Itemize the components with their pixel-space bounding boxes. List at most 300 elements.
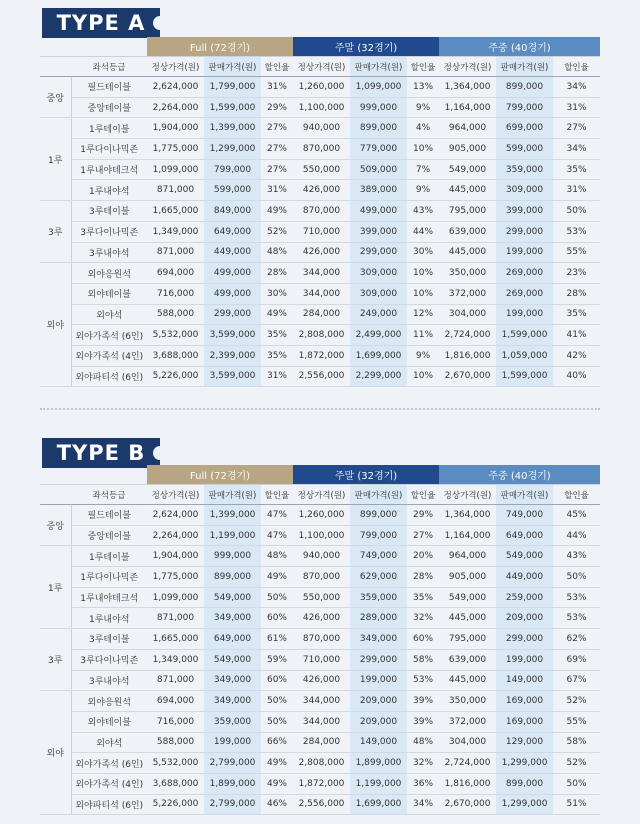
regular-cell: 372,000 bbox=[439, 711, 496, 732]
discount-cell: 36% bbox=[407, 773, 439, 794]
regular-cell: 304,000 bbox=[439, 732, 496, 753]
seat-cell: 외야가족석 (6인) bbox=[71, 325, 147, 346]
sale-cell: 359,000 bbox=[496, 159, 553, 180]
discount-cell: 35% bbox=[553, 159, 600, 180]
zone-cell: 중앙 bbox=[40, 77, 71, 118]
regular-cell: 716,000 bbox=[147, 283, 204, 304]
regular-cell: 5,226,000 bbox=[147, 794, 204, 815]
regular-cell: 426,000 bbox=[293, 670, 350, 691]
sale-cell: 299,000 bbox=[350, 242, 407, 263]
regular-cell: 964,000 bbox=[439, 546, 496, 567]
discount-cell: 47% bbox=[261, 505, 293, 526]
regular-cell: 426,000 bbox=[293, 608, 350, 629]
table-row bbox=[40, 304, 600, 325]
discount-cell: 49% bbox=[261, 304, 293, 325]
regular-cell: 870,000 bbox=[293, 567, 350, 588]
sale-cell: 149,000 bbox=[496, 670, 553, 691]
sale-cell: 289,000 bbox=[350, 608, 407, 629]
table-row bbox=[40, 649, 600, 670]
discount-cell: 31% bbox=[261, 77, 293, 98]
seat-cell: 3루내야석 bbox=[71, 670, 147, 691]
discount-cell: 50% bbox=[553, 567, 600, 588]
discount-cell: 28% bbox=[261, 263, 293, 284]
table-row bbox=[40, 567, 600, 588]
sale-cell: 199,000 bbox=[496, 304, 553, 325]
sale-cell: 899,000 bbox=[496, 773, 553, 794]
table-row bbox=[40, 711, 600, 732]
sale-cell: 349,000 bbox=[350, 629, 407, 650]
col-seat-header: 좌석등급 bbox=[71, 485, 147, 505]
sale-cell: 1,899,000 bbox=[350, 753, 407, 774]
discount-cell: 69% bbox=[553, 649, 600, 670]
sale-cell: 399,000 bbox=[496, 201, 553, 222]
sale-cell: 269,000 bbox=[496, 263, 553, 284]
discount-cell: 10% bbox=[407, 139, 439, 160]
col-discount-header: 할인율 bbox=[261, 485, 293, 505]
discount-cell: 31% bbox=[261, 180, 293, 201]
regular-cell: 694,000 bbox=[147, 691, 204, 712]
sale-cell: 3,599,000 bbox=[204, 366, 261, 387]
regular-cell: 710,000 bbox=[293, 649, 350, 670]
regular-cell: 445,000 bbox=[439, 608, 496, 629]
regular-cell: 3,688,000 bbox=[147, 773, 204, 794]
seat-cell: 1루다이나믹존 bbox=[71, 567, 147, 588]
table-row bbox=[40, 629, 600, 650]
col-regular-header: 정상가격(원) bbox=[147, 485, 204, 505]
discount-cell: 52% bbox=[553, 691, 600, 712]
regular-cell: 1,164,000 bbox=[439, 97, 496, 118]
table-row bbox=[40, 366, 600, 387]
discount-cell: 60% bbox=[261, 670, 293, 691]
discount-cell: 43% bbox=[553, 546, 600, 567]
regular-cell: 940,000 bbox=[293, 546, 350, 567]
discount-cell: 50% bbox=[553, 201, 600, 222]
sale-cell: 899,000 bbox=[204, 567, 261, 588]
seat-cell: 외야가족석 (6인) bbox=[71, 753, 147, 774]
col-seat-header: 좌석등급 bbox=[71, 57, 147, 77]
seat-cell: 1루내야테크석 bbox=[71, 587, 147, 608]
discount-cell: 50% bbox=[261, 691, 293, 712]
sale-cell: 699,000 bbox=[496, 118, 553, 139]
regular-cell: 549,000 bbox=[439, 159, 496, 180]
sale-cell: 399,000 bbox=[350, 221, 407, 242]
regular-cell: 871,000 bbox=[147, 670, 204, 691]
regular-cell: 344,000 bbox=[293, 283, 350, 304]
discount-cell: 41% bbox=[553, 325, 600, 346]
seat-cell: 외야가족석 (4인) bbox=[71, 773, 147, 794]
seat-cell: 외야파티석 (6인) bbox=[71, 794, 147, 815]
group-full-header: Full (72경기) bbox=[147, 465, 293, 485]
regular-cell: 1,349,000 bbox=[147, 221, 204, 242]
discount-cell: 35% bbox=[407, 587, 439, 608]
regular-cell: 1,349,000 bbox=[147, 649, 204, 670]
discount-cell: 60% bbox=[407, 629, 439, 650]
discount-cell: 27% bbox=[261, 118, 293, 139]
discount-cell: 58% bbox=[407, 649, 439, 670]
sale-cell: 1,599,000 bbox=[496, 366, 553, 387]
seat-cell: 1루내야석 bbox=[71, 608, 147, 629]
discount-cell: 32% bbox=[407, 608, 439, 629]
regular-cell: 2,670,000 bbox=[439, 366, 496, 387]
seat-cell: 외야파티석 (6인) bbox=[71, 366, 147, 387]
discount-cell: 51% bbox=[553, 794, 600, 815]
col-discount-header: 할인율 bbox=[407, 57, 439, 77]
table-row bbox=[40, 283, 600, 304]
sale-cell: 209,000 bbox=[496, 608, 553, 629]
regular-cell: 639,000 bbox=[439, 221, 496, 242]
table-row bbox=[40, 753, 600, 774]
discount-cell: 52% bbox=[553, 753, 600, 774]
sale-cell: 389,000 bbox=[350, 180, 407, 201]
discount-cell: 10% bbox=[407, 366, 439, 387]
sale-cell: 199,000 bbox=[496, 649, 553, 670]
discount-cell: 35% bbox=[261, 325, 293, 346]
zone-cell: 외야 bbox=[40, 691, 71, 815]
discount-cell: 53% bbox=[553, 608, 600, 629]
regular-cell: 2,264,000 bbox=[147, 97, 204, 118]
table-row bbox=[40, 670, 600, 691]
sale-cell: 199,000 bbox=[204, 732, 261, 753]
seat-cell: 3루다이나믹존 bbox=[71, 221, 147, 242]
discount-cell: 31% bbox=[553, 97, 600, 118]
discount-cell: 7% bbox=[407, 159, 439, 180]
regular-cell: 870,000 bbox=[293, 201, 350, 222]
regular-cell: 795,000 bbox=[439, 201, 496, 222]
col-regular-header: 정상가격(원) bbox=[439, 57, 496, 77]
seat-cell: 3루테이블 bbox=[71, 629, 147, 650]
table-row bbox=[40, 608, 600, 629]
regular-cell: 1,665,000 bbox=[147, 629, 204, 650]
discount-cell: 27% bbox=[553, 118, 600, 139]
col-regular-header: 정상가격(원) bbox=[293, 485, 350, 505]
sale-cell: 2,399,000 bbox=[204, 345, 261, 366]
sale-cell: 1,299,000 bbox=[496, 753, 553, 774]
regular-cell: 445,000 bbox=[439, 242, 496, 263]
sale-cell: 1,599,000 bbox=[204, 97, 261, 118]
sale-cell: 209,000 bbox=[350, 711, 407, 732]
sale-cell: 649,000 bbox=[204, 629, 261, 650]
zone-cell: 외야 bbox=[40, 263, 71, 387]
col-sale-header: 판매가격(원) bbox=[350, 485, 407, 505]
table-row bbox=[40, 159, 600, 180]
table-row bbox=[40, 201, 600, 222]
group-weekend-header: 주말 (32경기) bbox=[293, 37, 439, 57]
regular-cell: 2,556,000 bbox=[293, 794, 350, 815]
col-regular-header: 정상가격(원) bbox=[439, 485, 496, 505]
discount-cell: 53% bbox=[407, 670, 439, 691]
sale-cell: 259,000 bbox=[496, 587, 553, 608]
regular-cell: 550,000 bbox=[293, 159, 350, 180]
sale-cell: 359,000 bbox=[350, 587, 407, 608]
discount-cell: 34% bbox=[553, 77, 600, 98]
discount-cell: 27% bbox=[407, 525, 439, 546]
seat-cell: 3루다이나믹존 bbox=[71, 649, 147, 670]
seat-cell: 1루테이블 bbox=[71, 546, 147, 567]
sale-cell: 749,000 bbox=[496, 505, 553, 526]
discount-cell: 46% bbox=[261, 794, 293, 815]
sale-cell: 449,000 bbox=[204, 242, 261, 263]
regular-cell: 795,000 bbox=[439, 629, 496, 650]
group-weekday-header: 주중 (40경기) bbox=[439, 465, 600, 485]
discount-cell: 53% bbox=[553, 587, 600, 608]
sale-cell: 899,000 bbox=[350, 118, 407, 139]
col-discount-header: 할인율 bbox=[261, 57, 293, 77]
regular-cell: 1,364,000 bbox=[439, 77, 496, 98]
sale-cell: 1,699,000 bbox=[350, 345, 407, 366]
discount-cell: 10% bbox=[407, 263, 439, 284]
regular-cell: 870,000 bbox=[293, 629, 350, 650]
regular-cell: 1,260,000 bbox=[293, 505, 350, 526]
regular-cell: 964,000 bbox=[439, 118, 496, 139]
regular-cell: 5,226,000 bbox=[147, 366, 204, 387]
table-row bbox=[40, 221, 600, 242]
regular-cell: 304,000 bbox=[439, 304, 496, 325]
sale-cell: 299,000 bbox=[496, 629, 553, 650]
sale-cell: 799,000 bbox=[204, 159, 261, 180]
sale-cell: 299,000 bbox=[204, 304, 261, 325]
col-discount-header: 할인율 bbox=[553, 485, 600, 505]
discount-cell: 12% bbox=[407, 304, 439, 325]
sale-cell: 499,000 bbox=[204, 263, 261, 284]
sale-cell: 349,000 bbox=[204, 608, 261, 629]
col-sale-header: 판매가격(원) bbox=[496, 57, 553, 77]
discount-cell: 49% bbox=[261, 753, 293, 774]
sale-cell: 999,000 bbox=[204, 546, 261, 567]
discount-cell: 49% bbox=[261, 773, 293, 794]
discount-cell: 28% bbox=[407, 567, 439, 588]
regular-cell: 2,724,000 bbox=[439, 753, 496, 774]
sale-cell: 1,799,000 bbox=[204, 77, 261, 98]
discount-cell: 13% bbox=[407, 77, 439, 98]
seat-cell: 1루내야테크석 bbox=[71, 159, 147, 180]
discount-cell: 50% bbox=[261, 711, 293, 732]
seat-cell: 3루테이블 bbox=[71, 201, 147, 222]
regular-cell: 350,000 bbox=[439, 263, 496, 284]
discount-cell: 27% bbox=[261, 159, 293, 180]
table-row bbox=[40, 118, 600, 139]
sale-cell: 1,399,000 bbox=[204, 118, 261, 139]
discount-cell: 55% bbox=[553, 711, 600, 732]
col-regular-header: 정상가격(원) bbox=[147, 57, 204, 77]
regular-cell: 3,688,000 bbox=[147, 345, 204, 366]
seat-cell: 외야가족석 (4인) bbox=[71, 345, 147, 366]
table-row bbox=[40, 773, 600, 794]
sale-cell: 779,000 bbox=[350, 139, 407, 160]
discount-cell: 44% bbox=[553, 525, 600, 546]
discount-cell: 67% bbox=[553, 670, 600, 691]
discount-cell: 48% bbox=[261, 546, 293, 567]
regular-cell: 1,775,000 bbox=[147, 139, 204, 160]
sale-cell: 1,399,000 bbox=[204, 505, 261, 526]
discount-cell: 20% bbox=[407, 546, 439, 567]
table-row bbox=[40, 587, 600, 608]
regular-cell: 588,000 bbox=[147, 732, 204, 753]
col-sale-header: 판매가격(원) bbox=[496, 485, 553, 505]
discount-cell: 39% bbox=[407, 711, 439, 732]
sale-cell: 309,000 bbox=[350, 263, 407, 284]
sale-cell: 129,000 bbox=[496, 732, 553, 753]
seat-cell: 1루내야석 bbox=[71, 180, 147, 201]
discount-cell: 30% bbox=[261, 283, 293, 304]
discount-cell: 31% bbox=[261, 366, 293, 387]
regular-cell: 426,000 bbox=[293, 242, 350, 263]
seat-cell: 1루다이나믹존 bbox=[71, 139, 147, 160]
seat-cell: 중앙테이블 bbox=[71, 97, 147, 118]
table-row bbox=[40, 505, 600, 526]
col-sale-header: 판매가격(원) bbox=[350, 57, 407, 77]
sale-cell: 799,000 bbox=[496, 97, 553, 118]
sale-cell: 359,000 bbox=[204, 711, 261, 732]
seat-cell: 외야테이블 bbox=[71, 711, 147, 732]
sale-cell: 1,899,000 bbox=[204, 773, 261, 794]
sale-cell: 599,000 bbox=[204, 180, 261, 201]
regular-cell: 1,164,000 bbox=[439, 525, 496, 546]
regular-cell: 1,099,000 bbox=[147, 587, 204, 608]
seat-cell: 3루내야석 bbox=[71, 242, 147, 263]
regular-cell: 445,000 bbox=[439, 180, 496, 201]
type-b-price-table bbox=[40, 465, 600, 815]
col-discount-header: 할인율 bbox=[407, 485, 439, 505]
sale-cell: 299,000 bbox=[350, 649, 407, 670]
discount-cell: 47% bbox=[261, 525, 293, 546]
discount-cell: 48% bbox=[261, 242, 293, 263]
discount-cell: 10% bbox=[407, 283, 439, 304]
sale-cell: 299,000 bbox=[496, 221, 553, 242]
sale-cell: 1,059,000 bbox=[496, 345, 553, 366]
sale-cell: 899,000 bbox=[350, 505, 407, 526]
regular-cell: 1,904,000 bbox=[147, 118, 204, 139]
discount-cell: 48% bbox=[407, 732, 439, 753]
regular-cell: 1,872,000 bbox=[293, 773, 350, 794]
regular-cell: 350,000 bbox=[439, 691, 496, 712]
sale-cell: 349,000 bbox=[204, 691, 261, 712]
sale-cell: 349,000 bbox=[204, 670, 261, 691]
table-row bbox=[40, 139, 600, 160]
table-row bbox=[40, 732, 600, 753]
seat-cell: 외야테이블 bbox=[71, 283, 147, 304]
sale-cell: 309,000 bbox=[496, 180, 553, 201]
discount-cell: 34% bbox=[407, 794, 439, 815]
regular-cell: 1,775,000 bbox=[147, 567, 204, 588]
discount-cell: 66% bbox=[261, 732, 293, 753]
sale-cell: 509,000 bbox=[350, 159, 407, 180]
sale-cell: 269,000 bbox=[496, 283, 553, 304]
zone-cell: 3루 bbox=[40, 201, 71, 263]
sale-cell: 849,000 bbox=[204, 201, 261, 222]
regular-cell: 2,556,000 bbox=[293, 366, 350, 387]
sale-cell: 169,000 bbox=[496, 711, 553, 732]
sale-cell: 199,000 bbox=[350, 670, 407, 691]
regular-cell: 426,000 bbox=[293, 180, 350, 201]
group-weekday-header: 주중 (40경기) bbox=[439, 37, 600, 57]
discount-cell: 45% bbox=[553, 505, 600, 526]
discount-cell: 29% bbox=[261, 97, 293, 118]
regular-cell: 372,000 bbox=[439, 283, 496, 304]
regular-cell: 284,000 bbox=[293, 732, 350, 753]
sale-cell: 209,000 bbox=[350, 691, 407, 712]
sale-cell: 799,000 bbox=[350, 525, 407, 546]
regular-cell: 1,100,000 bbox=[293, 525, 350, 546]
sale-cell: 499,000 bbox=[204, 283, 261, 304]
sale-cell: 169,000 bbox=[496, 691, 553, 712]
table-row bbox=[40, 263, 600, 284]
table-row bbox=[40, 794, 600, 815]
regular-cell: 1,904,000 bbox=[147, 546, 204, 567]
table-row bbox=[40, 325, 600, 346]
sale-cell: 1,299,000 bbox=[496, 794, 553, 815]
col-regular-header: 정상가격(원) bbox=[293, 57, 350, 77]
discount-cell: 40% bbox=[553, 366, 600, 387]
discount-cell: 30% bbox=[407, 242, 439, 263]
sale-cell: 749,000 bbox=[350, 546, 407, 567]
discount-cell: 11% bbox=[407, 325, 439, 346]
table-row bbox=[40, 180, 600, 201]
sale-cell: 499,000 bbox=[350, 201, 407, 222]
discount-cell: 60% bbox=[261, 608, 293, 629]
seat-cell: 외야석 bbox=[71, 732, 147, 753]
regular-cell: 2,670,000 bbox=[439, 794, 496, 815]
discount-cell: 35% bbox=[553, 304, 600, 325]
discount-cell: 49% bbox=[261, 201, 293, 222]
sale-cell: 899,000 bbox=[496, 77, 553, 98]
regular-cell: 1,099,000 bbox=[147, 159, 204, 180]
sale-cell: 1,299,000 bbox=[204, 139, 261, 160]
regular-cell: 2,624,000 bbox=[147, 505, 204, 526]
sale-cell: 2,799,000 bbox=[204, 753, 261, 774]
discount-cell: 53% bbox=[553, 221, 600, 242]
regular-cell: 550,000 bbox=[293, 587, 350, 608]
sale-cell: 1,099,000 bbox=[350, 77, 407, 98]
regular-cell: 2,624,000 bbox=[147, 77, 204, 98]
sale-cell: 549,000 bbox=[496, 546, 553, 567]
regular-cell: 871,000 bbox=[147, 180, 204, 201]
zone-cell: 1루 bbox=[40, 546, 71, 629]
regular-cell: 905,000 bbox=[439, 567, 496, 588]
regular-cell: 344,000 bbox=[293, 263, 350, 284]
discount-cell: 9% bbox=[407, 345, 439, 366]
regular-cell: 871,000 bbox=[147, 608, 204, 629]
table-row bbox=[40, 242, 600, 263]
seat-cell: 1루테이블 bbox=[71, 118, 147, 139]
discount-cell: 31% bbox=[553, 180, 600, 201]
sale-cell: 1,199,000 bbox=[350, 773, 407, 794]
table-row bbox=[40, 525, 600, 546]
sale-cell: 249,000 bbox=[350, 304, 407, 325]
sale-cell: 549,000 bbox=[204, 587, 261, 608]
seat-cell: 외야응원석 bbox=[71, 263, 147, 284]
sale-cell: 1,199,000 bbox=[204, 525, 261, 546]
regular-cell: 1,665,000 bbox=[147, 201, 204, 222]
regular-cell: 5,532,000 bbox=[147, 325, 204, 346]
regular-cell: 1,364,000 bbox=[439, 505, 496, 526]
type-a-price-table bbox=[40, 37, 600, 387]
col-discount-header: 할인율 bbox=[553, 57, 600, 77]
sale-cell: 629,000 bbox=[350, 567, 407, 588]
seat-cell: 외야석 bbox=[71, 304, 147, 325]
regular-cell: 284,000 bbox=[293, 304, 350, 325]
sale-cell: 549,000 bbox=[204, 649, 261, 670]
discount-cell: 9% bbox=[407, 180, 439, 201]
discount-cell: 29% bbox=[407, 505, 439, 526]
regular-cell: 2,808,000 bbox=[293, 753, 350, 774]
regular-cell: 2,724,000 bbox=[439, 325, 496, 346]
zone-cell: 3루 bbox=[40, 629, 71, 691]
regular-cell: 716,000 bbox=[147, 711, 204, 732]
regular-cell: 1,816,000 bbox=[439, 345, 496, 366]
section-divider bbox=[40, 408, 600, 410]
regular-cell: 445,000 bbox=[439, 670, 496, 691]
discount-cell: 44% bbox=[407, 221, 439, 242]
